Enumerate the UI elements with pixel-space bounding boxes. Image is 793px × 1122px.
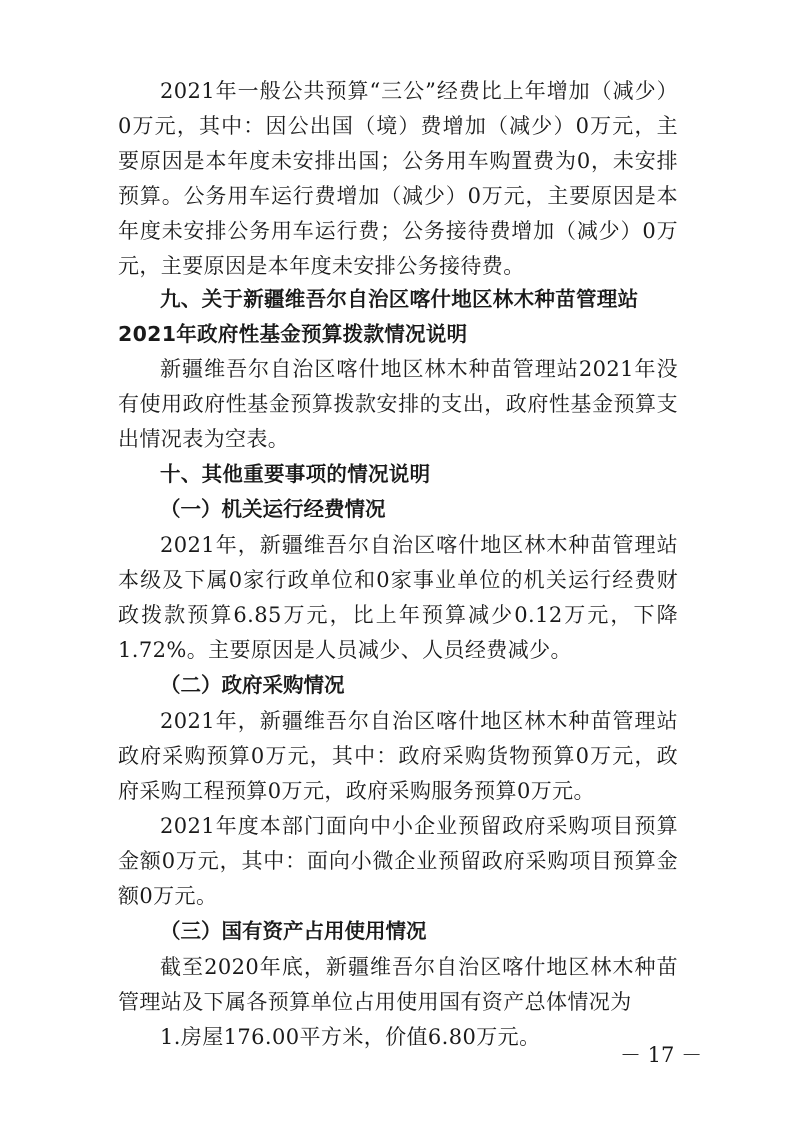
paragraph-state-assets: 截至2020年底，新疆维吾尔自治区喀什地区林木种苗管理站及下属各预算单位占用使用国有资产总体情况为	[118, 955, 678, 1014]
page-number: － 17 －	[620, 1043, 703, 1067]
subheading-state-assets: （三）国有资产占用使用情况	[160, 919, 427, 943]
paragraph-operating-expenses: 2021年，新疆维吾尔自治区喀什地区林木种苗管理站本级及下属0家行政单位和0家事业单位的机关运行经费财政拨款预算6.85万元，比上年预算减少0.12万元，下降1.72%。主要原因是人员减少、人员经费减少。	[118, 533, 678, 662]
paragraph-procurement-budget: 2021年，新疆维吾尔自治区喀什地区林木种苗管理站政府采购预算0万元，其中：政府采购货物预算0万元，政府采购工程预算0万元，政府采购服务预算0万元。	[118, 709, 678, 803]
paragraph-government-fund: 新疆维吾尔自治区喀什地区林木种苗管理站2021年没有使用政府性基金预算拨款安排的支出，政府性基金预算支出情况表为空表。	[118, 357, 678, 451]
paragraph-housing: 1.房屋176.00平方米，价值6.80万元。	[160, 1025, 541, 1049]
subheading-operating-expenses: （一）机关运行经费情况	[160, 497, 386, 521]
section-heading-9-line-2: 2021年政府性基金预算拨款情况说明	[118, 322, 468, 346]
subheading-government-procurement: （二）政府采购情况	[160, 673, 345, 697]
section-heading-9-line-1: 九、关于新疆维吾尔自治区喀什地区林木种苗管理站	[160, 287, 639, 311]
section-heading-10: 十、其他重要事项的情况说明	[160, 462, 431, 486]
paragraph-three-public-expenses: 2021年一般公共预算“三公”经费比上年增加（减少）0万元，其中：因公出国（境）费增加（减少）0万元，主要原因是本年度未安排出国；公务用车购置费为0，未安排预算。公务用车运行费增加（减少）0万元，主要原因是本年度未安排公务用车运行费；公务接待费增加（减少）0万元，主要原因是本年度未安排公务接待费。	[118, 79, 678, 278]
paragraph-sme-procurement: 2021年度本部门面向中小企业预留政府采购项目预算金额0万元，其中：面向小微企业预留政府采购项目预算金额0万元。	[118, 814, 678, 908]
